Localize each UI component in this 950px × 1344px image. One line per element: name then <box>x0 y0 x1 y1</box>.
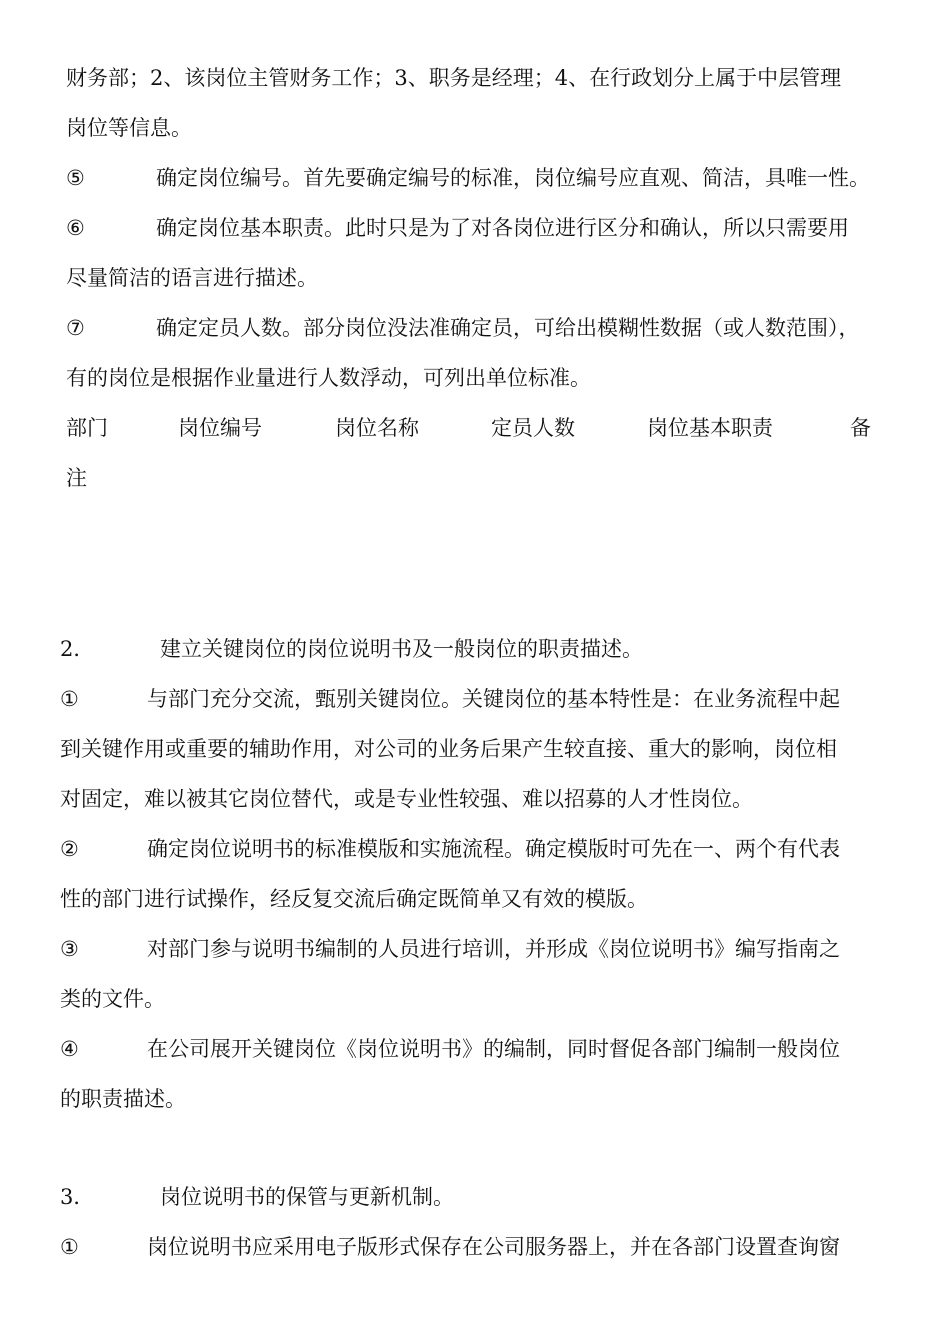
table-header-headcount: 定员人数 <box>491 416 575 440</box>
paragraph-line: 与部门充分交流，甄别关键岗位。关键岗位的基本特性是：在业务流程中起 <box>147 687 840 711</box>
item-marker: ④ <box>60 1037 79 1061</box>
paragraph-line: 对部门参与说明书编制的人员进行培训，并形成《岗位说明书》编写指南之 <box>147 937 840 961</box>
paragraph-line: 财务部；2、该岗位主管财务工作；3、职务是经理；4、在行政划分上属于中层管理 <box>66 66 842 90</box>
paragraph-line: 岗位等信息。 <box>66 116 192 140</box>
paragraph-line: 尽量简洁的语言进行描述。 <box>66 266 318 290</box>
item-marker: ⑤ <box>66 166 85 190</box>
section-number: 2． <box>60 637 95 661</box>
section-number: 3． <box>60 1185 95 1209</box>
table-header-department: 部门 <box>66 416 108 440</box>
item-marker: ① <box>60 1235 79 1259</box>
table-header-remarks-part2: 注 <box>66 466 87 490</box>
paragraph-line: 岗位说明书应采用电子版形式保存在公司服务器上，并在各部门设置查询窗 <box>147 1235 840 1259</box>
item-marker: ② <box>60 837 79 861</box>
paragraph-line: 确定定员人数。部分岗位没法准确定员，可给出模糊性数据（或人数范围）， <box>156 316 860 340</box>
paragraph-line: 性的部门进行试操作，经反复交流后确定既简单又有效的模版。 <box>60 887 648 911</box>
paragraph-line: 类的文件。 <box>60 987 165 1011</box>
paragraph-line: 到关键作用或重要的辅助作用，对公司的业务后果产生较直接、重大的影响，岗位相 <box>60 737 837 761</box>
paragraph-line: 确定岗位编号。首先要确定编号的标准，岗位编号应直观、简洁，具唯一性。 <box>156 166 870 190</box>
section-heading: 建立关键岗位的岗位说明书及一般岗位的职责描述。 <box>160 637 643 661</box>
paragraph-line: 确定岗位基本职责。此时只是为了对各岗位进行区分和确认，所以只需要用 <box>156 216 849 240</box>
item-marker: ③ <box>60 937 79 961</box>
section-heading: 岗位说明书的保管与更新机制。 <box>160 1185 454 1209</box>
table-header-basic-duties: 岗位基本职责 <box>647 416 773 440</box>
paragraph-line: 有的岗位是根据作业量进行人数浮动，可列出单位标准。 <box>66 366 591 390</box>
item-marker: ⑦ <box>66 316 85 340</box>
table-header-position-code: 岗位编号 <box>178 416 262 440</box>
table-header-position-name: 岗位名称 <box>335 416 419 440</box>
paragraph-line: 对固定，难以被其它岗位替代，或是专业性较强、难以招募的人才性岗位。 <box>60 787 753 811</box>
paragraph-line: 在公司展开关键岗位《岗位说明书》的编制，同时督促各部门编制一般岗位 <box>147 1037 840 1061</box>
item-marker: ① <box>60 687 79 711</box>
table-header-remarks-part1: 备 <box>850 416 871 440</box>
paragraph-line: 的职责描述。 <box>60 1087 186 1111</box>
paragraph-line: 确定岗位说明书的标准模版和实施流程。确定模版时可先在一、两个有代表 <box>147 837 840 861</box>
item-marker: ⑥ <box>66 216 85 240</box>
